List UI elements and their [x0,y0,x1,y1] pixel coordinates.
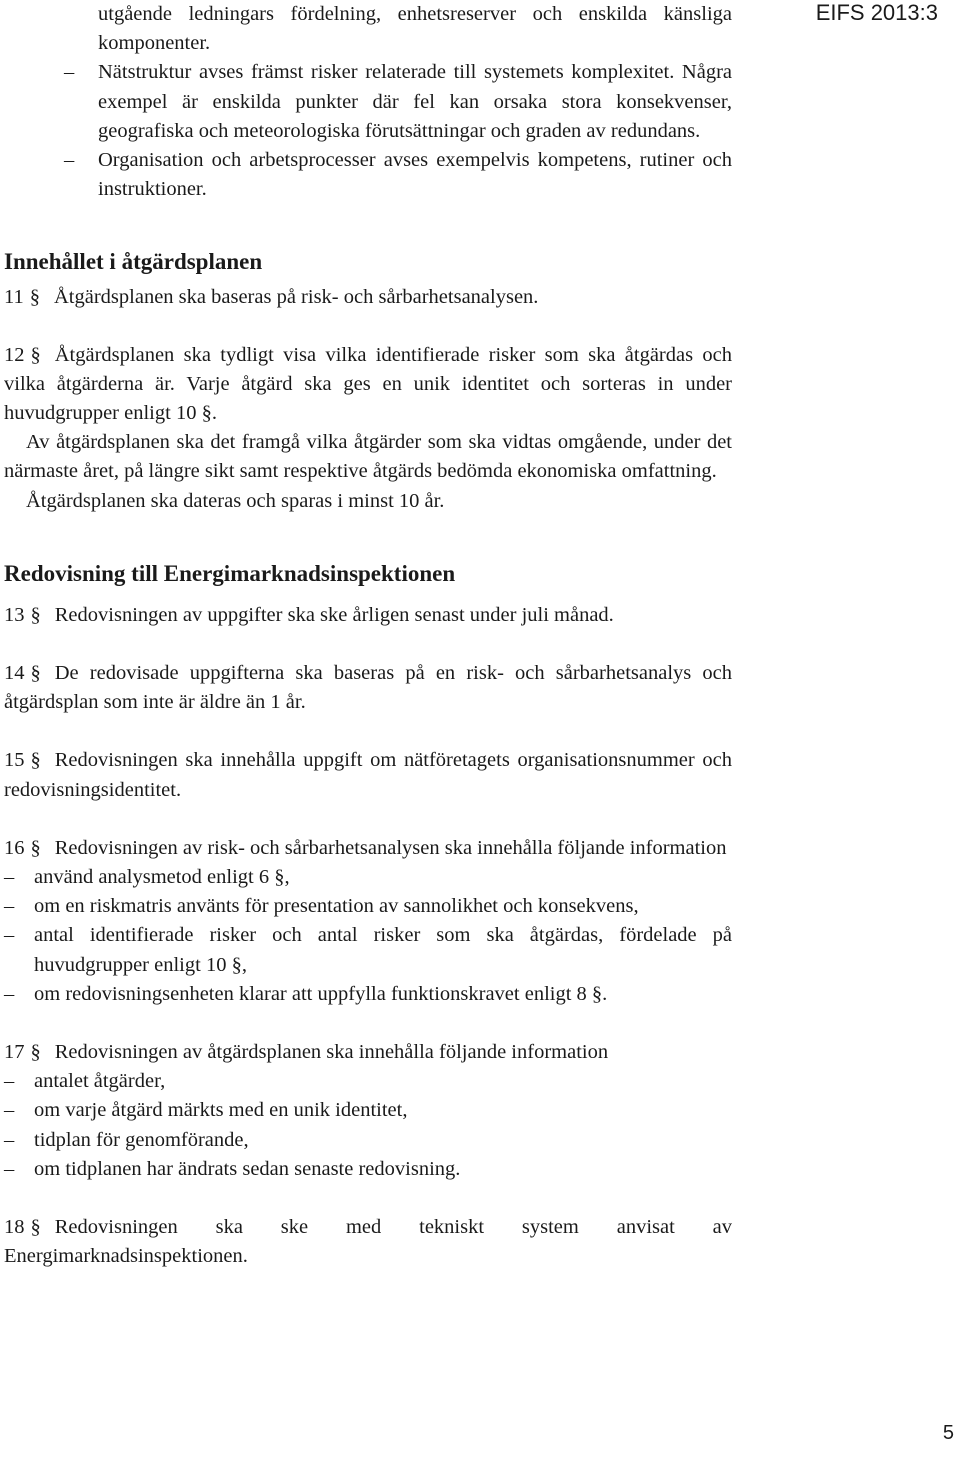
paragraph-number: 11 [4,286,24,309]
paragraph-13 [4,601,732,630]
paragraph-number: 17 [4,1041,25,1064]
paragraph-number: 16 [4,836,25,859]
paragraph-text: Åtgärdsplanen ska baseras på risk- och sårbarhetsanalysen. [54,286,539,309]
section-sign: § [30,1041,41,1064]
paragraph-number: 15 [4,749,25,772]
dash-marker: – [64,149,75,172]
paragraph-number: 13 [4,603,25,626]
list-item-text: om redovisningsenheten klarar att uppfylla funktionskravet enligt 8 §. [34,982,608,1005]
list-item [4,58,732,146]
document-id: EIFS 2013:3 [815,0,938,25]
paragraph-text: Redovisningen av åtgärdsplanen ska innehålla följande information [54,1041,609,1064]
list-item [4,1155,732,1184]
section-sign: § [30,343,41,366]
section-sign: § [30,603,41,626]
list-item [4,146,732,204]
paragraph-12 [4,341,732,429]
paragraph-11 [4,283,732,312]
dash-marker: – [4,1070,15,1093]
section-sign: § [30,1216,41,1239]
list-item-text: antal identifierade risker och antal risker som ska åtgärdas, fördelade på huvudgrupper enligt 10 §, [34,924,732,976]
dash-marker: – [4,982,15,1005]
paragraph-text: De redovisade uppgifterna ska baseras på en risk- och sårbarhetsanalys och åtgärdsplan som inte är äldre än 1 år. [4,662,732,714]
list-item [4,863,732,892]
list-item [4,1067,732,1096]
list-item-text: tidplan för genomförande, [34,1128,249,1151]
dash-marker: – [4,924,15,947]
list-item-text: antalet åtgärder, [34,1070,166,1093]
list-item [4,921,732,979]
section-heading-innehallet: Innehållet i åtgärdsplanen [4,249,263,275]
paragraph-12-part-2: Av åtgärdsplanen ska det framgå vilka åtgärder som ska vidtas omgående, under det närmaste året, på längre sikt samt respektive åtgärds bedömda ekonomiska omfattning. [4,431,732,483]
section-sign: § [30,662,41,685]
list-item [4,0,732,58]
section-sign: § [30,749,41,772]
list-item-text: utgående ledningars fördelning, enhetsreserver och enskilda känsliga komponenter. [98,3,732,55]
dash-marker: – [4,1099,15,1122]
paragraph-12-part-3: Åtgärdsplanen ska dateras och sparas i minst 10 år. [26,489,445,512]
paragraph-16-list [4,863,732,1009]
dash-marker: – [64,61,75,84]
paragraph-17 [4,1038,732,1067]
page-body [4,0,732,1272]
list-item [4,1096,732,1125]
paragraph-text: Redovisningen ska ske med tekniskt system anvisat av Energimarknadsinspektionen. [4,1216,732,1268]
paragraph-number: 12 [4,343,25,366]
paragraph-text: Redovisningen av uppgifter ska ske årligen senast under juli månad. [54,603,614,626]
list-item-text: om en riskmatris använts för presentation av sannolikhet och konsekvens, [34,895,639,918]
paragraph-number: 18 [4,1216,25,1239]
list-item-text: om tidplanen har ändrats sedan senaste redovisning. [34,1157,461,1180]
list-item [4,892,732,921]
list-item-text: om varje åtgärd märkts med en unik identitet, [34,1099,408,1122]
top-list [4,0,732,204]
paragraph-text: Redovisningen av risk- och sårbarhetsanalysen ska innehålla följande information [54,836,727,859]
section-heading-redovisning: Redovisning till Energimarknadsinspektionen [4,560,456,586]
section-sign: § [30,836,41,859]
paragraph-17-list [4,1067,732,1184]
paragraph-14 [4,659,732,717]
dash-marker: – [4,1128,15,1151]
list-item [4,980,732,1009]
paragraph-text: Redovisningen ska innehålla uppgift om nätföretagets organisationsnummer och redovisningsidentitet. [4,749,732,801]
list-item-text: Organisation och arbetsprocesser avses exempelvis kompetens, rutiner och instruktioner. [98,149,732,201]
paragraph-16 [4,834,732,863]
list-item-text: använd analysmetod enligt 6 §, [34,866,290,889]
dash-marker: – [4,866,15,889]
list-item [4,1126,732,1155]
paragraph-number: 14 [4,662,25,685]
paragraph-15 [4,746,732,804]
list-item-text: Nätstruktur avses främst risker relaterade till systemets komplexitet. Några exempel är enskilda punkter där fel kan orsaka stora konsekvenser, geografiska och meteorologiska förutsättningar och graden av redundans. [98,61,732,142]
dash-marker: – [4,895,15,918]
paragraph-text: Åtgärdsplanen ska tydligt visa vilka identifierade risker som ska åtgärdas och vilka åtgärderna är. Varje åtgärd ska ges en unik identitet och sorteras in under huvudgrupper enligt 10 §. [4,343,732,425]
section-sign: § [29,286,40,309]
dash-marker: – [4,1157,15,1180]
paragraph-18 [4,1213,732,1271]
page-number: 5 [942,1422,954,1444]
